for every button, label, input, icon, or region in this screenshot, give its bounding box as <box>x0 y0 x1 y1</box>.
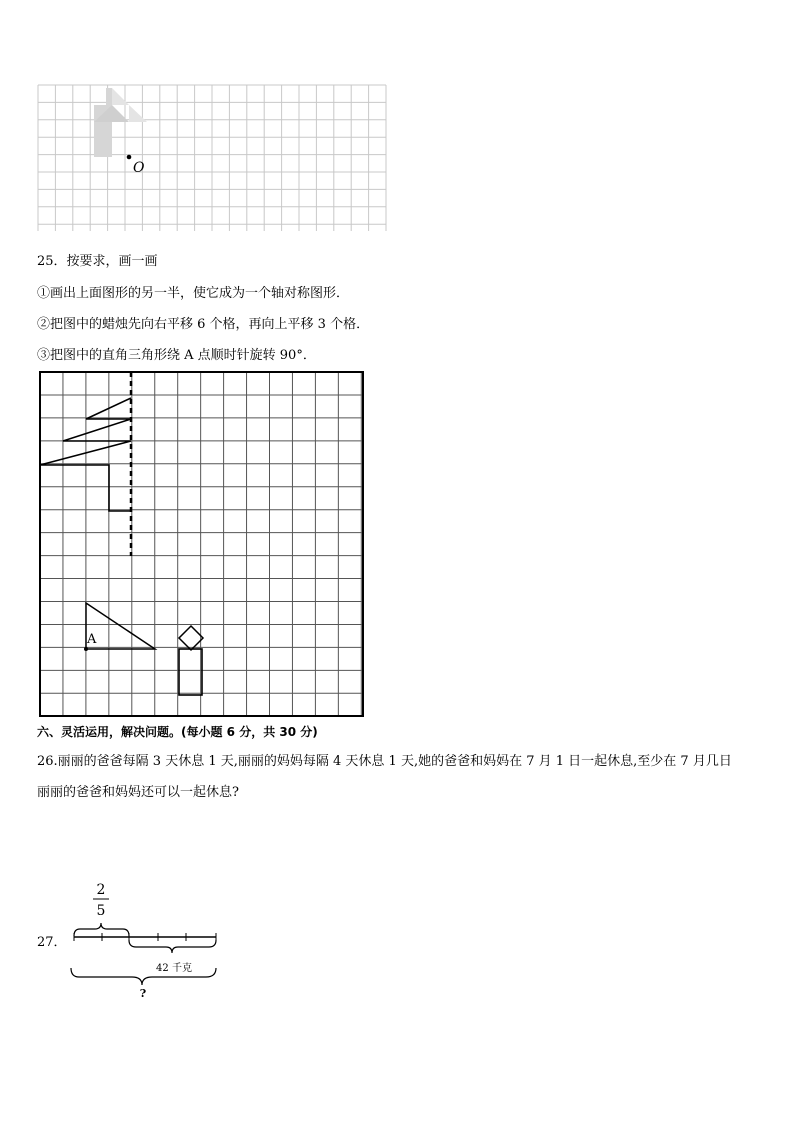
arrow-grid-figure <box>37 84 389 234</box>
point-a-label: A <box>87 632 97 647</box>
candle-flame <box>179 626 203 650</box>
total-brace <box>71 968 216 985</box>
drawing-grid-figure <box>39 371 366 721</box>
section-6-heading: 六、灵活运用，解决问题。(每小题 6 分，共 30 分) <box>37 725 318 739</box>
q25-title: 25．按要求，画一画 <box>37 254 158 269</box>
point-o-label: O <box>133 160 145 176</box>
arrow-shape <box>94 88 112 157</box>
point-o <box>127 155 132 160</box>
q25-item-3: ③把图中的直角三角形绕 A 点顺时针旋转 90°． <box>37 348 316 363</box>
total-label: ? <box>139 987 147 1000</box>
grid-lines <box>38 85 386 231</box>
q27-number: 27． <box>37 935 67 950</box>
point-a <box>84 647 88 651</box>
q25-item-1: ①画出上面图形的另一半，使它成为一个轴对称图形． <box>37 286 350 301</box>
q26-line-2: 丽丽的爸爸和妈妈还可以一起休息? <box>37 785 239 800</box>
fraction-numerator: 2 <box>96 882 106 898</box>
segment-label: 42 千克 <box>156 963 192 974</box>
q25-item-2: ②把图中的蜡烛先向右平移 6 个格，再向上平移 3 个格． <box>37 317 370 332</box>
fraction-denominator: 5 <box>96 903 106 919</box>
q26-line-1: 26.丽丽的爸爸每隔 3 天休息 1 天,丽丽的妈妈每隔 4 天休息 1 天,她的爸爸和妈妈在 7 月 1 日一起休息,至少在 7 月几日 <box>37 754 732 769</box>
q27-line-diagram <box>66 878 226 1002</box>
candle-body <box>179 649 202 695</box>
remaining-brace <box>129 940 216 953</box>
